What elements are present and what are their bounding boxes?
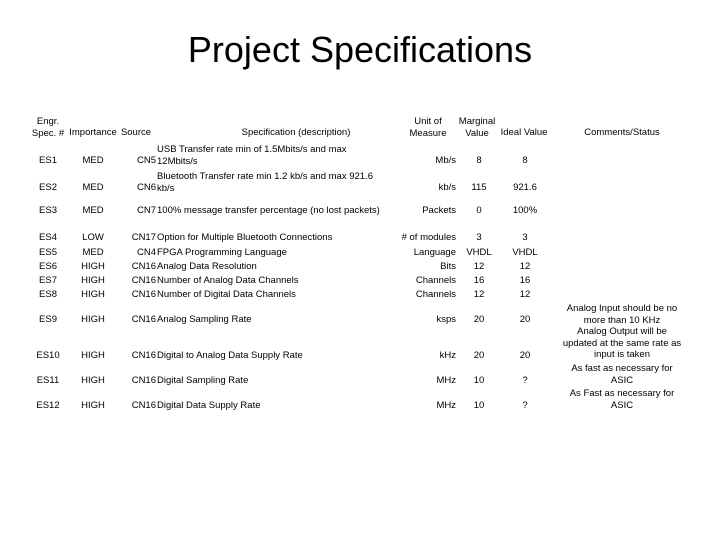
cell-ideal: 3 [522, 232, 528, 243]
cell-source: CN5 [136, 155, 156, 166]
cell-marginal: 10 [473, 400, 485, 411]
cell-source: CN16 [131, 400, 156, 411]
comment-2: As fast as necessary for ASIC [571, 363, 673, 386]
cell-unit: Language [413, 247, 456, 258]
cell-ideal: 8 [522, 155, 528, 166]
cell-marginal: 10 [473, 375, 485, 386]
cell-spec: ES6 [39, 261, 57, 272]
cell-ideal: 12 [519, 261, 531, 272]
spec-table [32, 100, 688, 415]
cell-unit: Channels [415, 275, 456, 286]
cell-description: Number of Digital Data Channels [157, 289, 296, 300]
cell-marginal: VHDL [466, 247, 492, 258]
page-title: Project Specifications [187, 29, 533, 70]
cell-description: Number of Analog Data Channels [157, 275, 299, 286]
header-importance: Importance [69, 127, 117, 138]
cell-unit: MHz [436, 400, 456, 411]
cell-description: Bluetooth Transfer rate min 1.2 kb/s and max 921.6 kb/s [157, 171, 373, 194]
header-description: Specification (description) [241, 127, 351, 138]
cell-importance: HIGH [81, 261, 105, 272]
cell-marginal: 20 [473, 350, 485, 361]
header-source: Source [120, 127, 152, 138]
cell-importance: HIGH [81, 314, 105, 325]
cell-marginal: 20 [473, 314, 485, 325]
cell-description: Analog Data Resolution [157, 261, 257, 272]
cell-importance: MED [82, 155, 104, 166]
cell-description: FPGA Programming Language [157, 247, 287, 258]
cell-unit: Mb/s [435, 155, 456, 166]
cell-importance: HIGH [81, 275, 105, 286]
cell-unit: kHz [439, 350, 456, 361]
cell-spec: ES9 [39, 314, 57, 325]
comment-3: As Fast as necessary for ASIC [569, 388, 675, 411]
cell-unit: # of modules [401, 232, 456, 243]
cell-importance: HIGH [81, 375, 105, 386]
cell-importance: HIGH [81, 400, 105, 411]
cell-unit: Channels [415, 289, 456, 300]
cell-spec: ES2 [39, 182, 57, 193]
cell-ideal: 921.6 [513, 182, 537, 193]
header-ideal: Ideal Value [500, 127, 548, 138]
cell-importance: HIGH [81, 289, 105, 300]
cell-marginal: 12 [473, 261, 485, 272]
cell-source: CN16 [131, 289, 156, 300]
cell-marginal: 16 [473, 275, 485, 286]
cell-marginal: 12 [473, 289, 485, 300]
header-comments: Comments/Status [584, 127, 660, 138]
cell-unit: Packets [422, 205, 456, 216]
cell-marginal: 115 [471, 182, 487, 193]
cell-spec: ES10 [36, 350, 60, 361]
cell-ideal: 100% [512, 205, 538, 216]
cell-importance: HIGH [81, 350, 105, 361]
cell-description: USB Transfer rate min of 1.5Mbits/s and max 12Mbits/s [157, 144, 347, 167]
cell-source: CN16 [131, 350, 156, 361]
cell-unit: kb/s [438, 182, 456, 193]
cell-marginal: 3 [476, 232, 482, 243]
header-spec: Engr. Spec. # [31, 116, 65, 139]
cell-marginal: 8 [476, 155, 482, 166]
cell-description: Analog Sampling Rate [157, 314, 252, 325]
cell-spec: ES5 [39, 247, 57, 258]
cell-spec: ES7 [39, 275, 57, 286]
cell-source: CN16 [131, 314, 156, 325]
cell-source: CN16 [131, 261, 156, 272]
cell-marginal: 0 [476, 205, 482, 216]
cell-spec: ES11 [36, 375, 60, 386]
cell-source: CN17 [131, 232, 156, 243]
cell-ideal: 12 [519, 289, 531, 300]
cell-importance: MED [82, 205, 104, 216]
cell-ideal: VHDL [512, 247, 538, 258]
header-unit: Unit of Measure [409, 116, 447, 139]
cell-ideal: ? [522, 400, 528, 411]
cell-description: Digital to Analog Data Supply Rate [157, 350, 303, 361]
cell-unit: Bits [440, 261, 456, 272]
cell-source: CN6 [136, 182, 156, 193]
cell-description: 100% message transfer percentage (no lost packets) [157, 205, 380, 216]
cell-spec: ES12 [36, 400, 60, 411]
cell-source: CN16 [131, 375, 156, 386]
cell-ideal: 20 [519, 314, 531, 325]
cell-description: Option for Multiple Bluetooth Connections [157, 232, 333, 243]
cell-description: Digital Sampling Rate [157, 375, 249, 386]
cell-ideal: 16 [519, 275, 531, 286]
cell-importance: MED [82, 182, 104, 193]
cell-source: CN16 [131, 275, 156, 286]
cell-spec: ES1 [39, 155, 57, 166]
cell-unit: MHz [436, 375, 456, 386]
cell-unit: ksps [436, 314, 456, 325]
cell-ideal: ? [522, 375, 528, 386]
cell-source: CN4 [136, 247, 156, 258]
cell-importance: LOW [82, 232, 104, 243]
cell-importance: MED [82, 247, 104, 258]
cell-spec: ES8 [39, 289, 57, 300]
cell-ideal: 20 [519, 350, 531, 361]
cell-description: Digital Data Supply Rate [157, 400, 261, 411]
cell-spec: ES4 [39, 232, 57, 243]
cell-spec: ES3 [39, 205, 57, 216]
header-marginal: Marginal Value [458, 116, 496, 139]
comment-1: Analog Input should be no more than 10 KHz Analog Output will be updated at the same rate as input is taken [562, 303, 682, 360]
cell-source: CN7 [136, 205, 156, 216]
